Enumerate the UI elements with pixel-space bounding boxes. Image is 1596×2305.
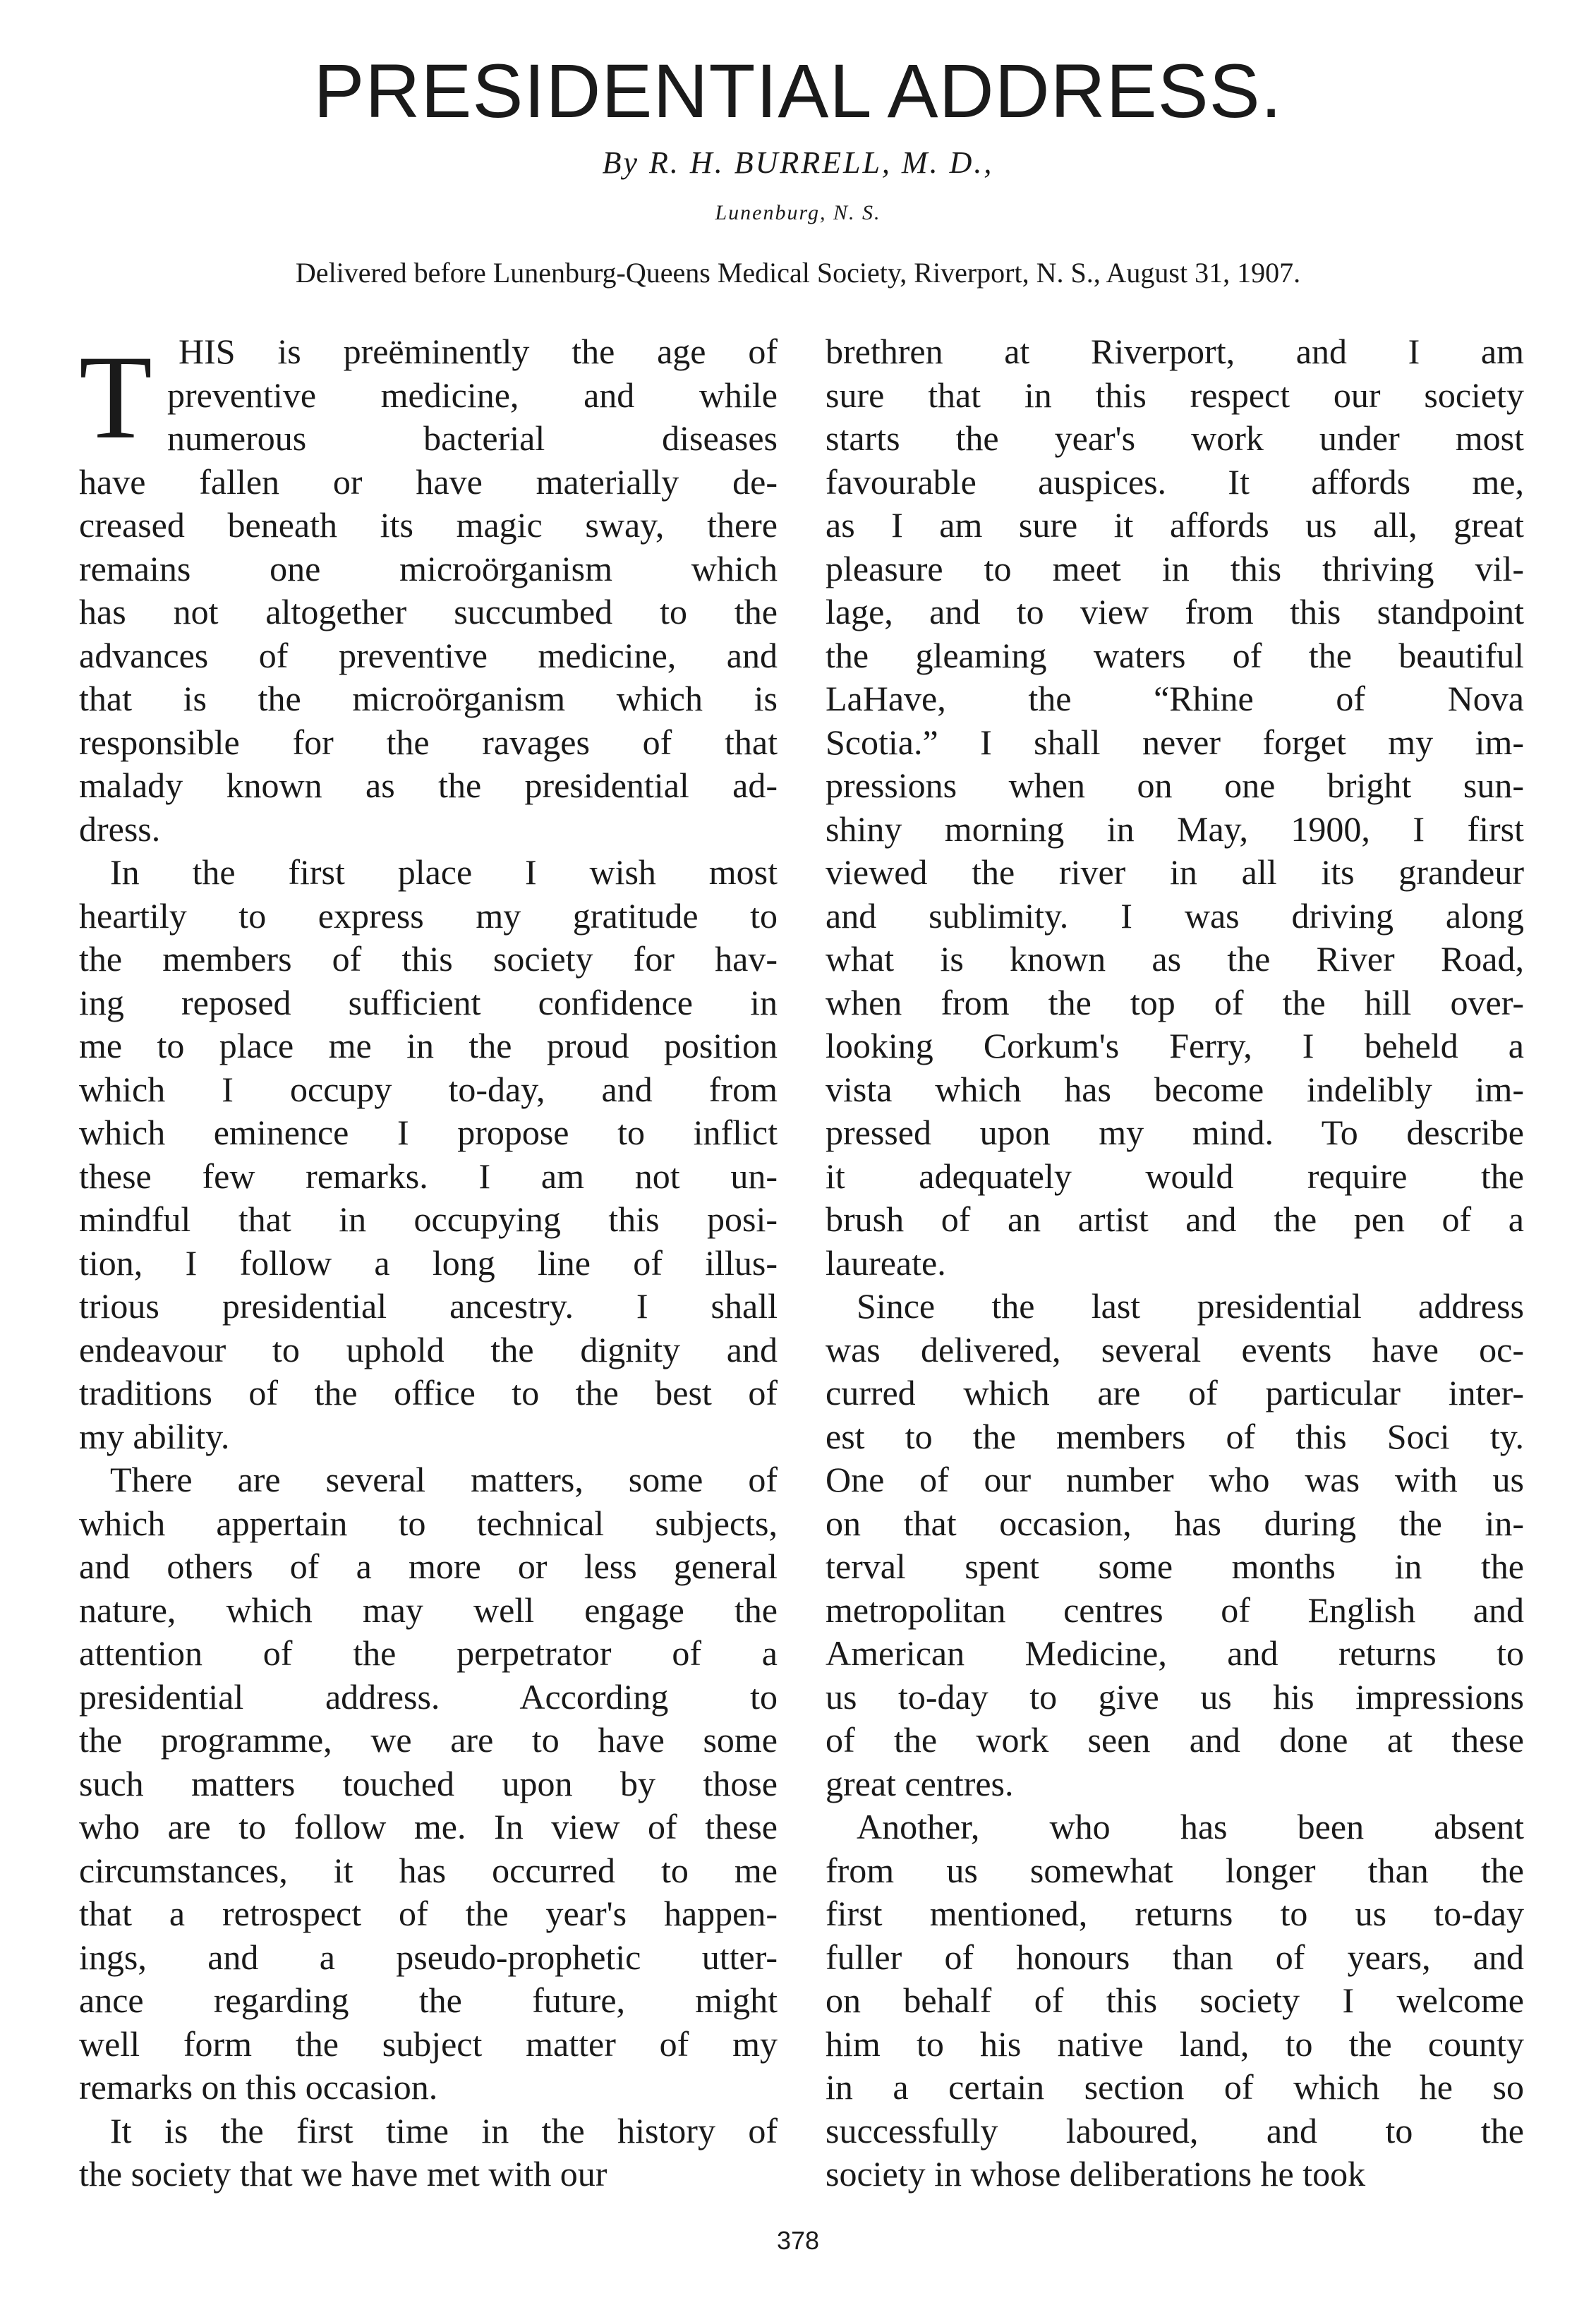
text-line: society in whose deliberations he took bbox=[826, 2154, 1366, 2194]
text-line: in a certain section of which he so bbox=[826, 2067, 1524, 2107]
text-line: from us somewhat longer than the bbox=[826, 1850, 1524, 1890]
text-line: preventive medicine, and while bbox=[167, 375, 778, 415]
text-line: favourable auspices. It affords me, bbox=[826, 461, 1524, 502]
text-line: endeavour to uphold the dignity and bbox=[79, 1329, 778, 1369]
text-line: the society that we have met with our bbox=[79, 2154, 607, 2194]
text-line: that is the microörganism which is bbox=[79, 679, 778, 718]
text-line: American Medicine, and returns to bbox=[826, 1633, 1524, 1673]
text-line: and sublimity. I was driving along bbox=[826, 895, 1524, 936]
text-line: sure that in this respect our society bbox=[826, 375, 1524, 415]
author-location: Lunenburg, N. S. bbox=[715, 201, 881, 224]
text-line: who are to follow me. In view of these bbox=[79, 1807, 778, 1846]
drop-cap: T bbox=[79, 331, 152, 464]
text-line: pressions when on one bright sun- bbox=[826, 766, 1524, 805]
text-line: lage, and to view from this standpoint bbox=[826, 592, 1524, 631]
text-line: ing reposed sufficient confidence in bbox=[79, 982, 778, 1022]
text-line: as I am sure it affords us all, great bbox=[826, 505, 1524, 545]
text-line: on behalf of this society I welcome bbox=[826, 1980, 1524, 2020]
text-line: pressed upon my mind. To describe bbox=[826, 1113, 1524, 1152]
text-line: circumstances, it has occurred to me bbox=[79, 1850, 778, 1890]
text-line: the programme, we are to have some bbox=[79, 1720, 778, 1760]
text-line: One of our number who was with us bbox=[826, 1460, 1524, 1499]
text-line: starts the year's work under most bbox=[826, 418, 1524, 458]
text-line: est to the members of this Soci ty. bbox=[826, 1416, 1524, 1456]
text-line: pleasure to meet in this thriving vil- bbox=[826, 548, 1524, 588]
text-line: creased beneath its magic sway, there bbox=[79, 505, 778, 545]
page-number: 378 bbox=[776, 2226, 820, 2255]
text-line: was delivered, several events have oc- bbox=[826, 1329, 1524, 1369]
text-line: looking Corkum's Ferry, I beheld a bbox=[826, 1026, 1524, 1065]
text-line: responsible for the ravages of that bbox=[79, 722, 778, 762]
page-title: PRESIDENTIAL ADDRESS. bbox=[313, 48, 1283, 133]
text-line: Another, who has been absent bbox=[857, 1807, 1524, 1846]
text-line: vista which has become indelibly im- bbox=[826, 1069, 1524, 1109]
delivered-note: Delivered before Lunenburg-Queens Medical Society, Riverport, N. S., August 31, 1907. bbox=[295, 257, 1301, 289]
text-line: ings, and a pseudo-prophetic utter- bbox=[79, 1937, 778, 1977]
text-line: dress. bbox=[79, 809, 161, 849]
text-line: and others of a more or less general bbox=[79, 1547, 778, 1586]
text-line: on that occasion, has during the in- bbox=[826, 1503, 1524, 1543]
text-line: which I occupy to-day, and from bbox=[79, 1069, 778, 1109]
text-line: him to his native land, to the county bbox=[826, 2023, 1524, 2064]
text-line: LaHave, the “Rhine of Nova bbox=[826, 679, 1524, 718]
text-line: metropolitan centres of English and bbox=[826, 1590, 1524, 1630]
text-line: when from the top of the hill over- bbox=[826, 982, 1524, 1022]
text-line: brethren at Riverport, and I am bbox=[826, 332, 1524, 371]
text-line: ance regarding the future, might bbox=[79, 1980, 778, 2020]
text-line: mindful that in occupying this posi- bbox=[79, 1199, 778, 1239]
text-line: successfully laboured, and to the bbox=[826, 2110, 1524, 2150]
text-line: It is the first time in the history of bbox=[110, 2110, 778, 2150]
text-line: well form the subject matter of my bbox=[79, 2023, 778, 2064]
right-column bbox=[826, 330, 1524, 2196]
text-line: In the first place I wish most bbox=[110, 852, 778, 892]
text-line: attention of the perpetrator of a bbox=[79, 1633, 778, 1673]
text-line: nature, which may well engage the bbox=[79, 1590, 778, 1630]
text-line: curred which are of particular inter- bbox=[826, 1373, 1524, 1412]
text-line: us to-day to give us his impressions bbox=[826, 1676, 1524, 1717]
text-line: traditions of the office to the best of bbox=[79, 1373, 778, 1412]
text-line: remains one microörganism which bbox=[79, 548, 778, 588]
text-line: which appertain to technical subjects, bbox=[79, 1503, 778, 1543]
text-line: Scotia.” I shall never forget my im- bbox=[826, 722, 1524, 762]
text-line: which eminence I propose to inflict bbox=[79, 1113, 778, 1152]
text-line: have fallen or have materially de- bbox=[79, 461, 778, 502]
text-line: viewed the river in all its grandeur bbox=[826, 852, 1524, 892]
text-line: There are several matters, some of bbox=[110, 1460, 778, 1499]
text-line: presidential address. According to bbox=[79, 1676, 778, 1717]
text-line: great centres. bbox=[826, 1763, 1014, 1803]
text-line: shiny morning in May, 1900, I first bbox=[826, 809, 1524, 849]
text-line: first mentioned, returns to us to-day bbox=[826, 1894, 1524, 1933]
text-line: these few remarks. I am not un- bbox=[79, 1156, 778, 1196]
text-line: trious presidential ancestry. I shall bbox=[79, 1286, 778, 1326]
text-line: Since the last presidential address bbox=[857, 1286, 1524, 1326]
text-line: the members of this society for hav- bbox=[79, 939, 778, 979]
text-line: fuller of honours than of years, and bbox=[826, 1937, 1524, 1977]
text-line: it adequately would require the bbox=[826, 1156, 1524, 1196]
text-line: that a retrospect of the year's happen- bbox=[79, 1894, 778, 1933]
left-column bbox=[79, 330, 778, 2196]
text-line: remarks on this occasion. bbox=[79, 2067, 438, 2107]
text-line: has not altogether succumbed to the bbox=[79, 592, 778, 631]
text-line: numerous bacterial diseases bbox=[167, 418, 778, 458]
text-line: advances of preventive medicine, and bbox=[79, 635, 778, 675]
text-line: me to place me in the proud position bbox=[79, 1026, 778, 1065]
text-line: my ability. bbox=[79, 1416, 230, 1456]
text-line: the gleaming waters of the beautiful bbox=[826, 635, 1524, 675]
text-line: laureate. bbox=[826, 1242, 946, 1283]
text-line: what is known as the River Road, bbox=[826, 939, 1524, 979]
text-line: malady known as the presidential ad- bbox=[79, 766, 778, 805]
text-line: HIS is preëminently the age of bbox=[179, 332, 778, 371]
text-line: heartily to express my gratitude to bbox=[79, 895, 778, 936]
text-line: tion, I follow a long line of illus- bbox=[79, 1242, 778, 1283]
text-line: of the work seen and done at these bbox=[826, 1720, 1524, 1760]
author-byline: By R. H. BURRELL, M. D., bbox=[602, 145, 994, 180]
text-line: such matters touched upon by those bbox=[79, 1763, 778, 1803]
text-line: brush of an artist and the pen of a bbox=[826, 1199, 1524, 1239]
text-line: terval spent some months in the bbox=[826, 1547, 1524, 1586]
